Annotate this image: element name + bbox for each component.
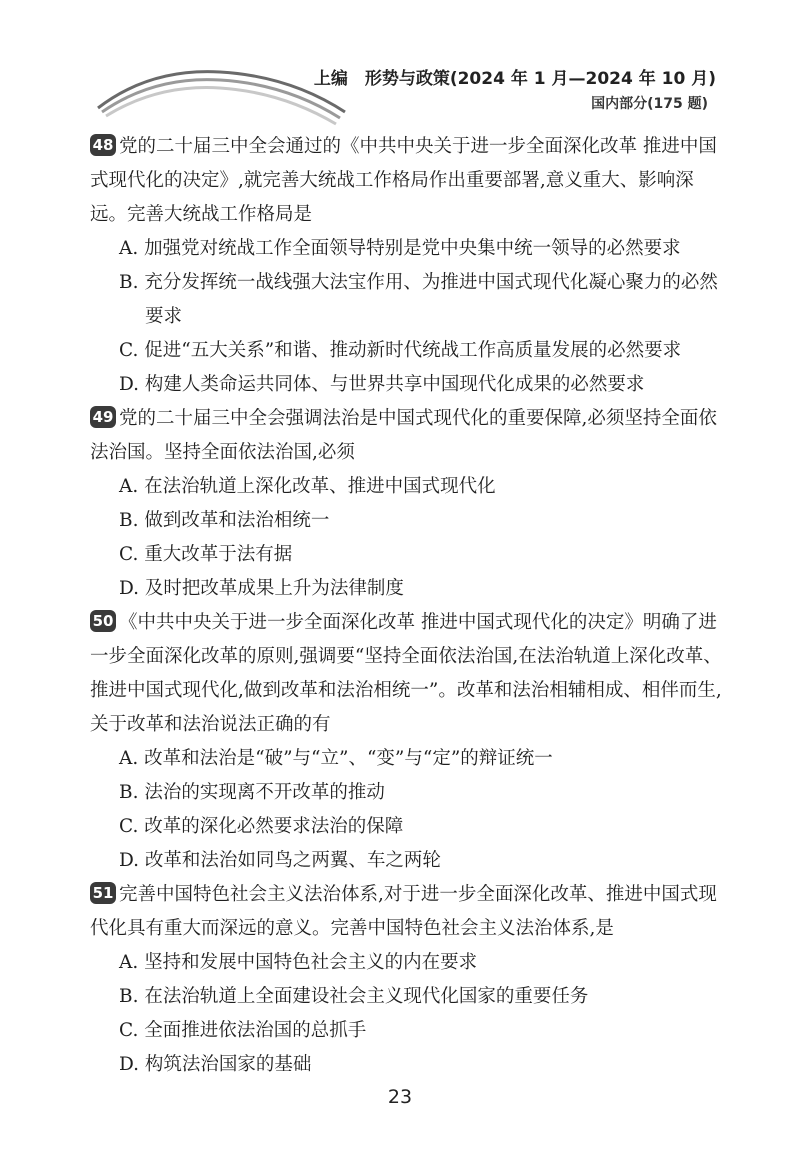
running-header-title: 上编 形势与政策(2024 年 1 月—2024 年 10 月)	[313, 69, 716, 89]
option-c: C. 促进“五大关系”和谐、推动新时代统战工作高质量发展的必然要求	[119, 340, 682, 361]
running-header-subtitle: 国内部分(175 题)	[591, 96, 708, 112]
question-text: 党的二十届三中全会强调法治是中国式现代化的重要保障,必须坚持全面依法治国。坚持全面依法治国,必须	[90, 408, 717, 463]
header-arc-decoration	[90, 66, 350, 126]
option-b: B. 充分发挥统一战线强大法宝作用、为推进中国式现代化凝心聚力的必然要求	[119, 272, 718, 327]
option-c: C. 全面推进依法治国的总抓手	[119, 1020, 367, 1041]
question-number-badge: 50	[90, 610, 116, 632]
question-stem	[90, 130, 726, 232]
question-stem	[90, 606, 726, 742]
option-b: B. 在法治轨道上全面建设社会主义现代化国家的重要任务	[119, 986, 589, 1007]
option-a: A. 加强党对统战工作全面领导特别是党中央集中统一领导的必然要求	[119, 238, 681, 259]
question-stem	[90, 878, 726, 946]
question-text: 党的二十届三中全会通过的《中共中央关于进一步全面深化改革 推进中国式现代化的决定》,就完善大统战工作格局作出重要部署,意义重大、影响深远。完善大统战工作格局是	[90, 136, 717, 225]
option-d: D. 构建人类命运共同体、与世界共享中国现代化成果的必然要求	[119, 374, 645, 395]
question-48	[90, 130, 726, 402]
question-number-badge: 48	[90, 134, 116, 156]
question-49	[90, 402, 726, 606]
question-text: 完善中国特色社会主义法治体系,对于进一步全面深化改革、推进中国式现代化具有重大而深远的意义。完善中国特色社会主义法治体系,是	[90, 884, 717, 939]
option-d: D. 构筑法治国家的基础	[119, 1054, 312, 1075]
question-text: 《中共中央关于进一步全面深化改革 推进中国式现代化的决定》明确了进一步全面深化改革的原则,强调要“坚持全面依法治国,在法治轨道上深化改革、推进中国式现代化,做到改革和法治相统一”。改革和法治相辅相成、相伴而生,关于改革和法治说法正确的有	[90, 612, 722, 735]
question-number-badge: 49	[90, 406, 116, 428]
question-51	[90, 878, 726, 1082]
question-list	[90, 130, 726, 1082]
question-stem	[90, 402, 726, 470]
option-a: A. 在法治轨道上深化改革、推进中国式现代化	[119, 476, 496, 497]
option-d: D. 改革和法治如同鸟之两翼、车之两轮	[119, 850, 441, 871]
option-b: B. 做到改革和法治相统一	[119, 510, 330, 531]
option-c: C. 改革的深化必然要求法治的保障	[119, 816, 404, 837]
question-number-badge: 51	[90, 882, 116, 904]
option-c: C. 重大改革于法有据	[119, 544, 293, 565]
question-50	[90, 606, 726, 878]
option-d: D. 及时把改革成果上升为法律制度	[119, 578, 404, 599]
page-number: 23	[387, 1086, 413, 1108]
option-a: A. 改革和法治是“破”与“立”、“变”与“定”的辩证统一	[119, 748, 553, 769]
option-b: B. 法治的实现离不开改革的推动	[119, 782, 385, 803]
option-a: A. 坚持和发展中国特色社会主义的内在要求	[119, 952, 478, 973]
